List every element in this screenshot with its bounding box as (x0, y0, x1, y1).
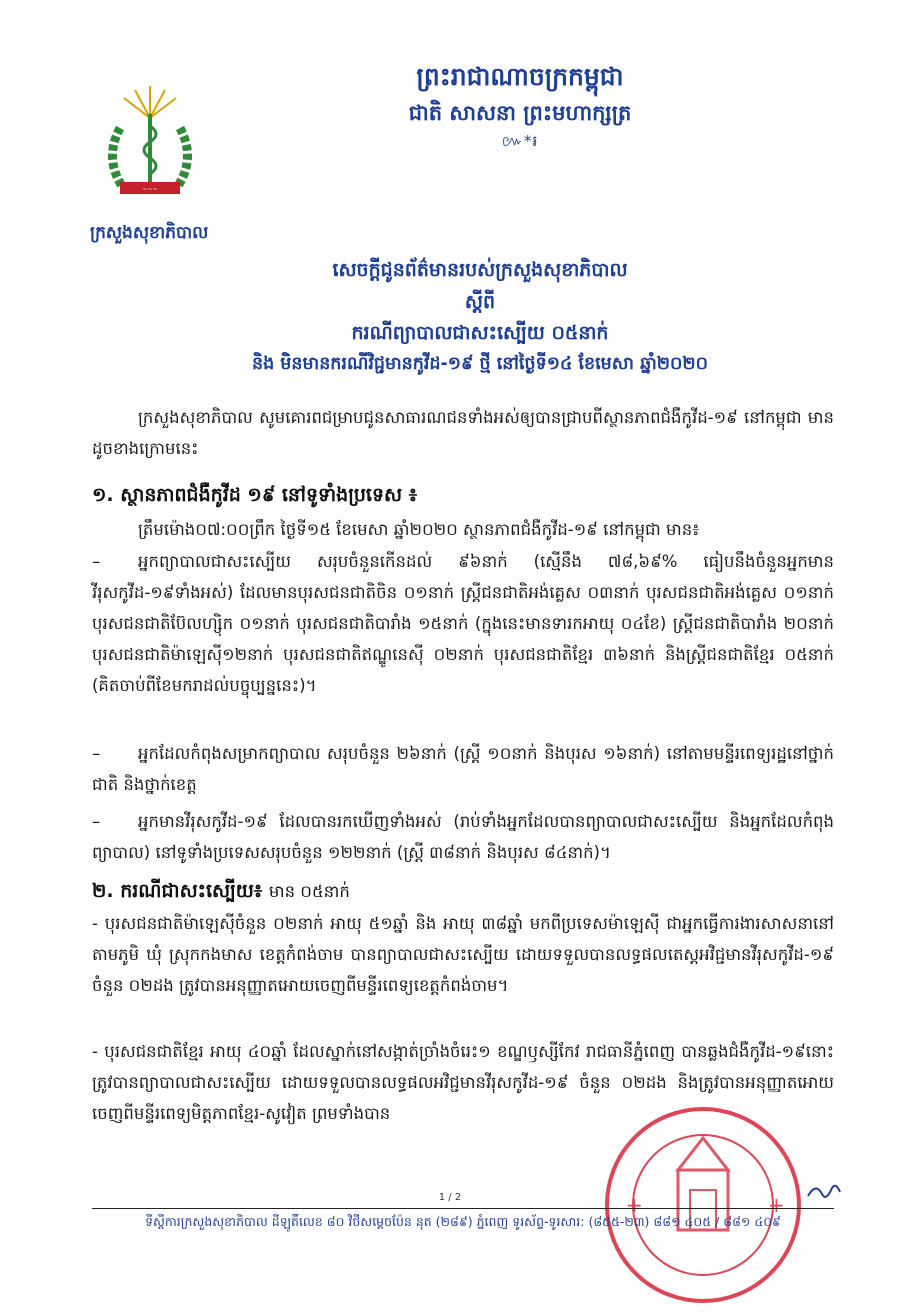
title-line-2: ស្ដីពី (464, 291, 496, 313)
list-item-text: អ្នកដែលកំពុងសម្រាកព្យាបាល សរុបចំនួន ២៦នាក់ (ស្ត្រី ១០នាក់ និងបុរស ១៦នាក់) នៅតាមមន្ទីរពេទ្យរដ្ឋនៅថ្នាក់ជាតិ និងថ្នាក់ខេត្ត (92, 744, 834, 794)
section-2-heading-count: មាន ០៥នាក់ (268, 882, 350, 901)
official-stamp (598, 1100, 808, 1310)
list-item (92, 806, 834, 868)
ministry-logo (82, 78, 232, 208)
section-2-item-1: - បុរសជនជាតិម៉ាឡេស៊ីចំនួន ០២នាក់ អាយុ ៥១ឆ្នាំ និង អាយុ ៣៨ឆ្នាំ មកពីប្រទេសម៉ាឡេស៊ី ជាអ្នកធ្វើការងារសាសនានៅតាមភូមិ ឃុំ ស្រុកកងមាស ខេត្តកំពង់ចាម បានព្យាបាលជាសះស្បើយ ដោយទទួលបានលទ្ធផលតេស្តអវិជ្ជមានវីរុសកូវីដ-១៩ ចំនួន ០២ដង ត្រូវបានអនុញ្ញាតអោយចេញពីមន្ទីរពេទ្យខេត្តកំពង់ចាម។ (92, 914, 834, 995)
ornament-divider: ៚*៛ (501, 132, 539, 150)
list-item-text: អ្នកមានវីរុសកូវីដ-១៩ ដែលបានរកឃើញទាំងអស់ (រាប់ទាំងអ្នកដែលបានព្យាបាលជាសះស្បើយ និងអ្នកដែលកំពុងព្យាបាល) នៅទូទាំងប្រទេសសរុបចំនួន ១២២នាក់ (ស្ត្រី ៣៨នាក់ និងបុរស ៨៤នាក់)។ (92, 812, 834, 862)
signature-mark (804, 1180, 844, 1204)
section-1-heading: ១. ស្ថានភាពជំងឺកូវីដ ១៩ នៅទូទាំងប្រទេស ៖ (92, 484, 418, 506)
title-line-1: សេចក្ដីជូនព័ត៌មានរបស់ក្រសួងសុខាភិបាល (332, 259, 628, 281)
ministry-name: ក្រសួងសុខាភិបាល (90, 223, 209, 243)
list-item (92, 546, 834, 701)
title-line-3: ករណីព្យាបាលជាសះស្បើយ ០៥នាក់ (351, 322, 609, 344)
svg-text:+: + (626, 1193, 643, 1217)
list-item-text: អ្នកព្យាបាលជាសះស្បើយ សរុបចំនួនកើនដល់ ៩៦នាក់ (ស្មើនឹង ៧៨,៦៩% ធៀបនឹងចំនួនអ្នកមានវីរុសកូវីដ-១៩ទាំងអស់) ដែលមានបុរសជនជាតិចិន ០១នាក់ ស្ត្រីជនជាតិអង់គ្លេស ០៣នាក់ បុរសជនជាតិអង់គ្លេស ០១នាក់ បុរសជនជាតិប៊ែលហ្ស៊ិក ០១នាក់ បុរសជនជាតិបារាំង ១៥នាក់ (ក្នុងនេះមានទារកអាយុ ០៤ខែ) ស្ត្រីជនជាតិបារាំង ២០នាក់ បុរសជនជាតិម៉ាឡេស៊ី១២នាក់ បុរសជនជាតិឥណ្ឌូនេស៊ី ០២នាក់ បុរសជនជាតិខ្មែរ ៣៦នាក់ និងស្ត្រីជនជាតិខ្មែរ ០៥នាក់ (គិតចាប់ពីខែមករាដល់បច្ចុប្បន្ននេះ)។ (92, 552, 834, 695)
list-item (92, 738, 834, 800)
bullet-dash: – (92, 744, 101, 763)
kingdom-heading: ព្រះរាជាណាចក្រកម្ពុជា (416, 62, 624, 91)
svg-text:+: + (768, 1193, 785, 1217)
section-2-heading-label: ២. ករណីជាសះស្បើយ៖ (92, 880, 263, 902)
footer-divider (92, 1208, 834, 1209)
bullet-dash: – (92, 812, 101, 831)
bullet-dash: – (92, 552, 101, 571)
national-motto: ជាតិ សាសនា ព្រះមហាក្សត្រ (408, 101, 632, 125)
footer-address: ទីស្ដីការក្រសួងសុខាភិបាល ដីឡូតិ៍លេខ ៨០ វិថីសម្ដេចប៉ែន នុត (២៨៩) ភ្នំពេញ ទូរស័ព្ទ-ទូរសារ: (៨៥៥-២៣) ៨៨១ ៤០៥ / ៨៨១ ៤០៩ (145, 1214, 781, 1229)
section-2-heading (92, 876, 834, 907)
title-line-4: និង មិនមានករណីវិជ្ជមានកូវីដ-១៩ ថ្មី នៅថ្ងៃទី១៤ ខែមេសា ឆ្នាំ២០២០ (252, 354, 708, 374)
page-number: 1 / 2 (438, 1192, 462, 1203)
intro-paragraph: ក្រសួងសុខាភិបាល សូមគោរពជម្រាបជូនសាធារណជនទាំងអស់ឲ្យបានជ្រាបពីស្ថានភាពជំងឺកូវីដ-១៩ នៅកម្ពុជា មានដូចខាងក្រោមនេះ (92, 408, 834, 458)
section-2-item-2: - បុរសជនជាតិខ្មែរ អាយុ ៤០ឆ្នាំ ដែលស្នាក់នៅសង្កាត់ច្រាំងចំរេះ១ ខណ្ឌឫស្សីកែវ រាជធានីភ្នំពេញ បានឆ្លងជំងឺកូវីដ-១៩នោះ ត្រូវបានព្យាបាលជាសះស្បើយ ដោយទទួលបានលទ្ធផលអវិជ្ជមានវីរុសកូវីដ-១៩ ចំនួន ០២ដង និងត្រូវបានអនុញ្ញាតអោយចេញពីមន្ទីរពេទ្យមិត្តភាពខ្មែរ-សូវៀត ព្រមទាំងបាន (92, 1042, 834, 1123)
section-1-lead: ត្រឹមម៉ោង០៧:០០ព្រឹក ថ្ងៃទី១៥ ខែមេសា ឆ្នាំ២០២០ ស្ថានភាពជំងឺកូវីដ-១៩ នៅកម្ពុជា មាន៖ (138, 520, 700, 539)
svg-text:~~~: ~~~ (142, 186, 158, 193)
